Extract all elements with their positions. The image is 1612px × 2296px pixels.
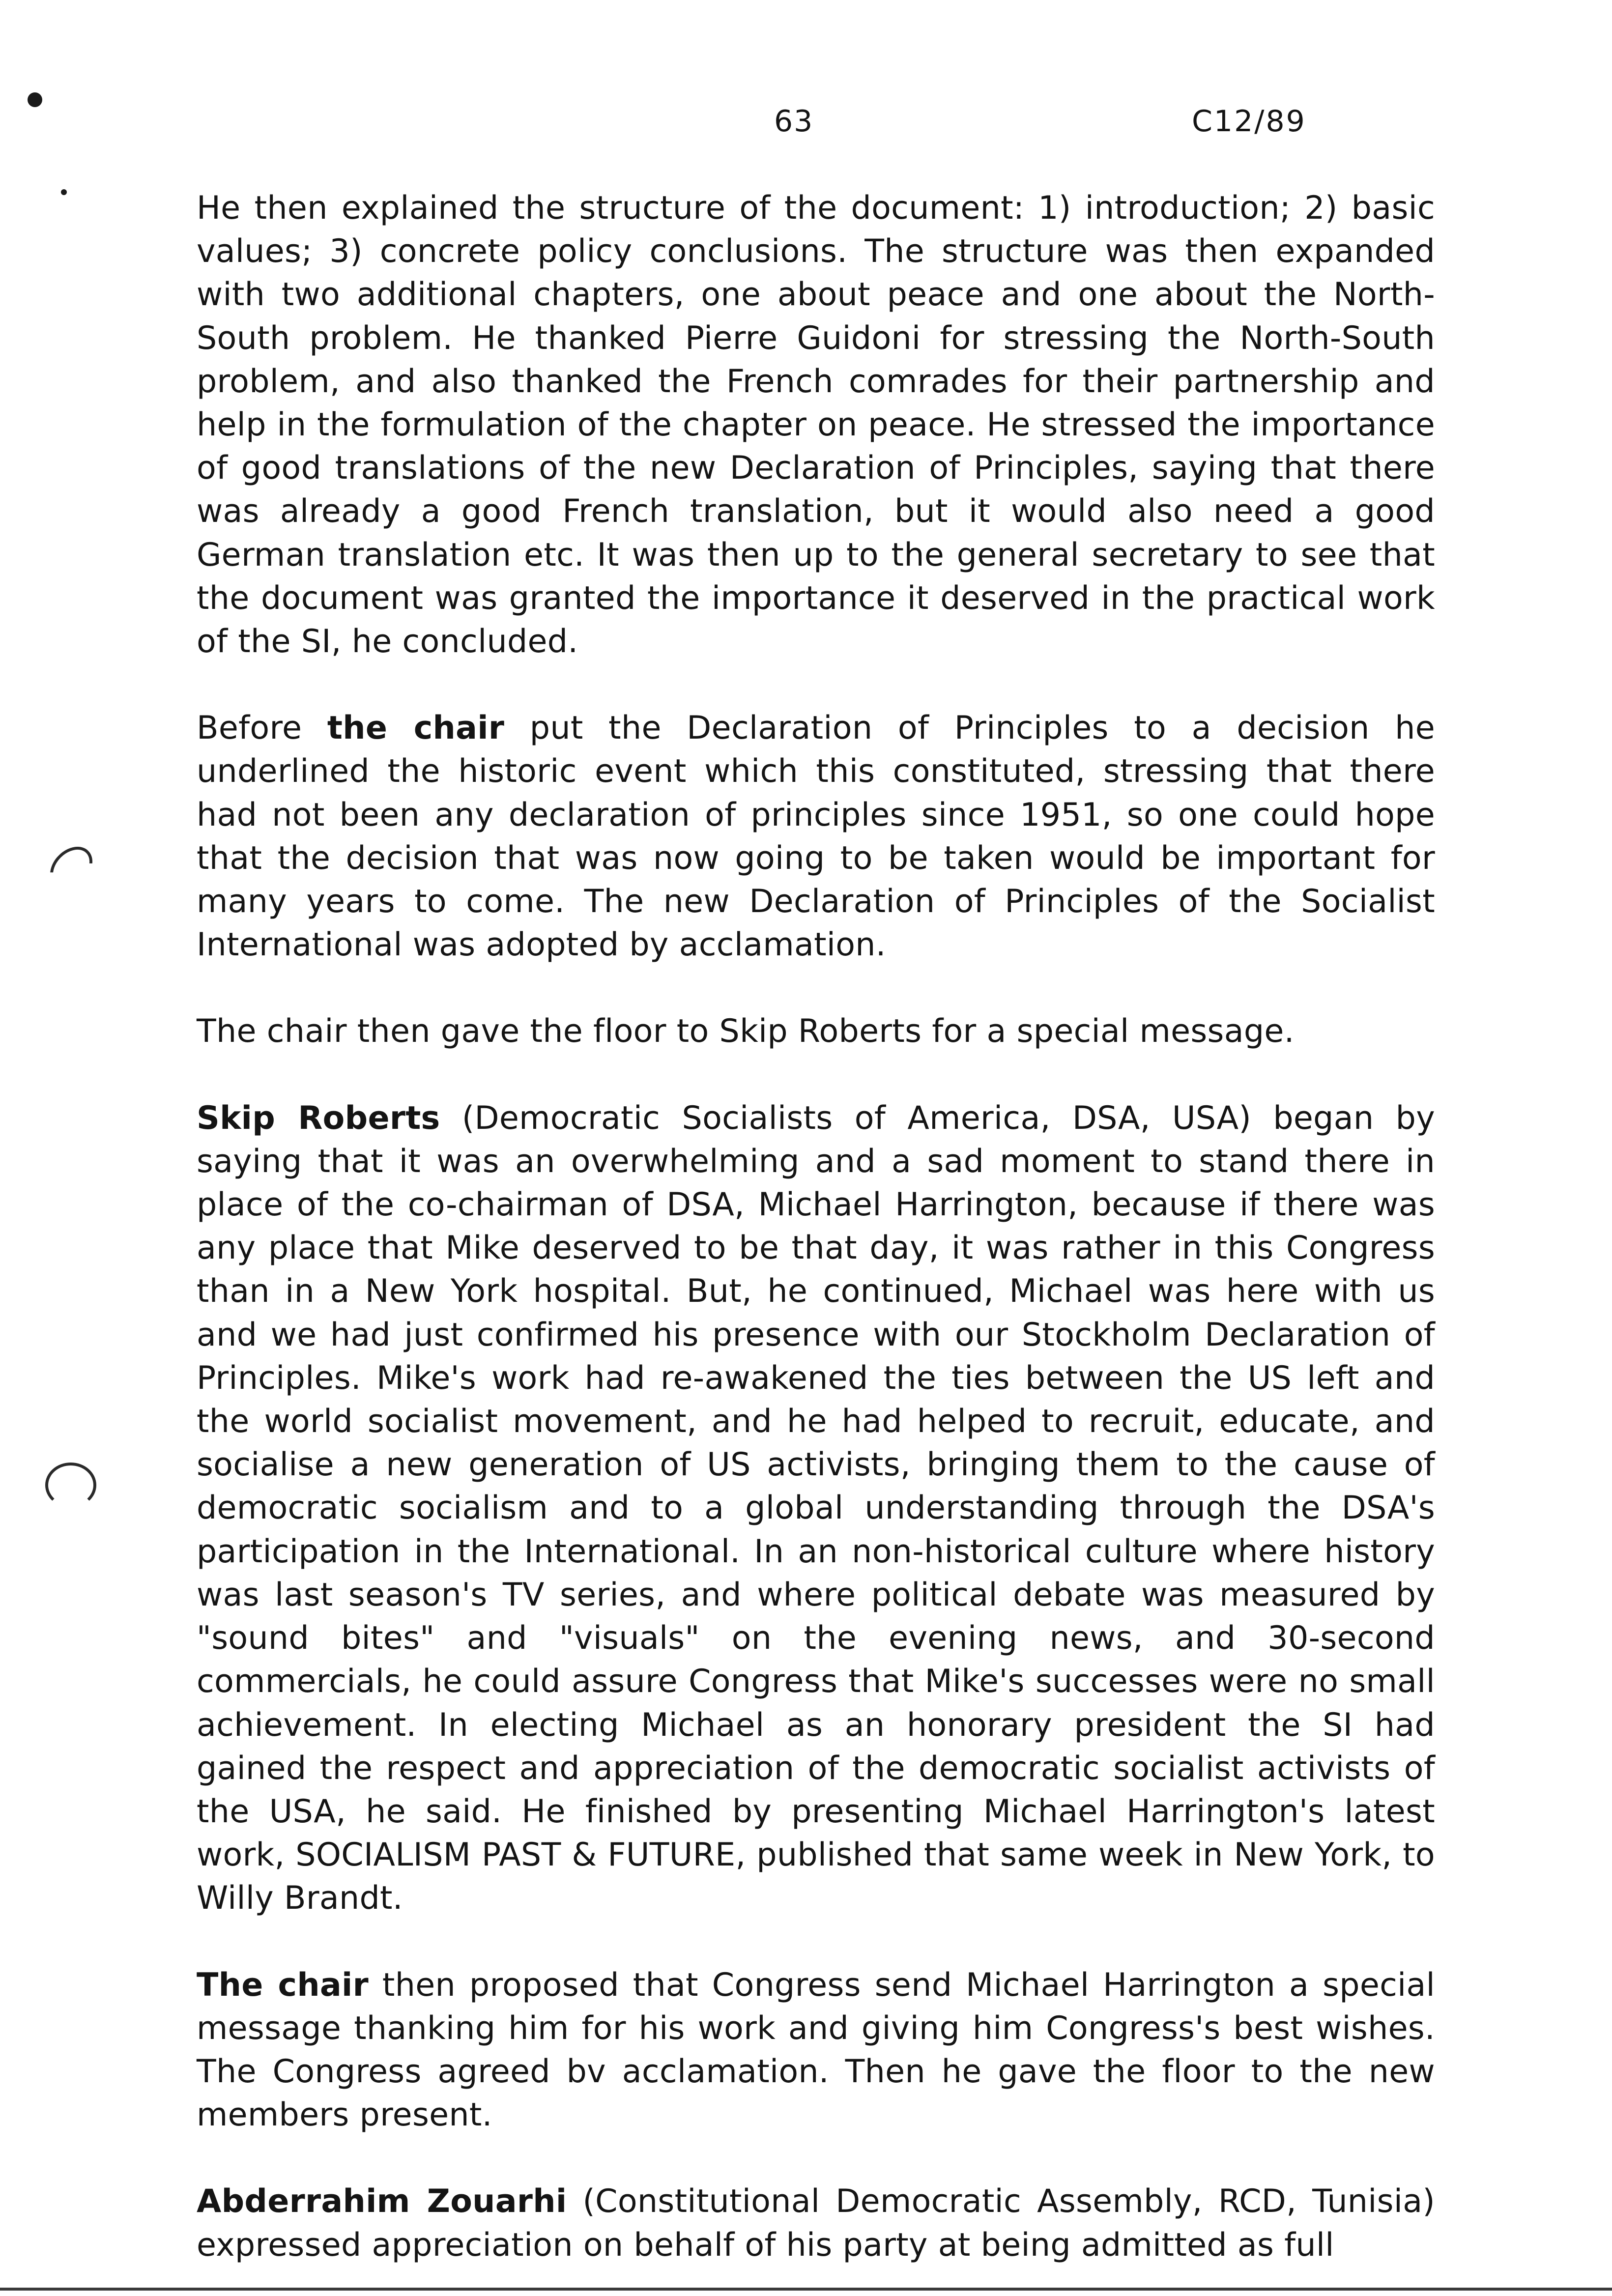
paragraph-text: (Democratic Socialists of America, DSA, USA) began by saying that it was an overwhelming and a sad moment to stand there in place of the co-chairman of DSA, Michael Harrington, because if there was any place that Mike deserved to be that day, it was rather in this Congress than in a New York hospital. But, he continued, Michael was here with us and we had just confirmed his presence with our Stockholm Declaration of Principles. Mike's work had re-awakened the ties between the US left and the world socialist movement, and he had helped to recruit, educate, and socialise a new generation of US activists, bringing them to the cause of democratic socialism and to a global understanding through the DSA's participation in the International. In an non-historical culture where history was last season's TV series, and where political debate was measured by "sound bites" and "visuals" on the evening news, and 30-second commercials, he could assure Congress that Mike's successes were no small achievement. In electing Michael as an honorary president the SI had gained the respect and appreciation of the democratic socialist activists of the USA, he said. He finished by presenting Michael Harrington's latest work, SOCIALISM PAST & FUTURE, published that same week in New York, to Willy Brandt. <box>197 1099 1435 1917</box>
paragraph-zouarhi <box>197 2180 1435 2267</box>
page-number: 63 <box>774 104 814 139</box>
paragraph-chair-proposal <box>197 1964 1435 2137</box>
scan-speck-small <box>61 189 67 195</box>
paragraph-floor-skip-roberts <box>197 1010 1435 1053</box>
document-reference: C12/89 <box>1192 104 1306 139</box>
paragraph-text: then proposed that Congress send Michael Harrington a special message thanking him for his work and giving him Congress's best wishes. The Congress agreed bv acclamation. Then he gave the floor to the new members present. <box>197 1966 1436 2134</box>
paragraph-text: put the Declaration of Principles to a decision he underlined the historic event which this constituted, stressing that there had not been any declaration of principles since 1951, so one could hope that the decision that was now going to be taken would be important for many years to come. The new Declaration of Principles of the Socialist International was adopted by acclamation. <box>197 710 1436 964</box>
page-bottom-rule <box>0 2288 1612 2291</box>
paragraph-chair-declaration <box>197 707 1435 967</box>
speaker-name: The chair <box>197 1966 369 2004</box>
speaker-name: the chair <box>327 710 505 747</box>
paragraph-skip-roberts <box>197 1097 1435 1921</box>
scan-mark-arc <box>42 838 101 897</box>
paragraph-text: (Constitutional Democratic Assembly, RCD, Tunisia) expressed appreciation on behalf of his party at being admitted as full <box>197 2183 1435 2264</box>
scan-speck-dot <box>28 92 42 107</box>
speaker-name: Abderrahim Zouarhi <box>197 2183 567 2220</box>
speaker-name: Skip Roberts <box>197 1099 440 1137</box>
scan-mark-circle <box>45 1463 96 1508</box>
document-body <box>197 187 1435 2267</box>
paragraph-structure <box>197 187 1435 663</box>
paragraph-text: He then explained the structure of the document: 1) introduction; 2) basic values; 3) concrete policy conclusions. The structure was then expanded with two additional chapters, one about peace and one about the North-South problem. He thanked Pierre Guidoni for stressing the North-South problem, and also thanked the French comrades for their partnership and help in the formulation of the chapter on peace. He stressed the importance of good translations of the new Declaration of Principles, saying that there was already a good French translation, but it would also need a good German translation etc. It was then up to the general secretary to see that the document was granted the importance it deserved in the practical work of the SI, he concluded. <box>197 190 1435 660</box>
paragraph-text: The chair then gave the floor to Skip Roberts for a special message. <box>197 1013 1295 1050</box>
paragraph-prefix: Before <box>197 710 327 747</box>
